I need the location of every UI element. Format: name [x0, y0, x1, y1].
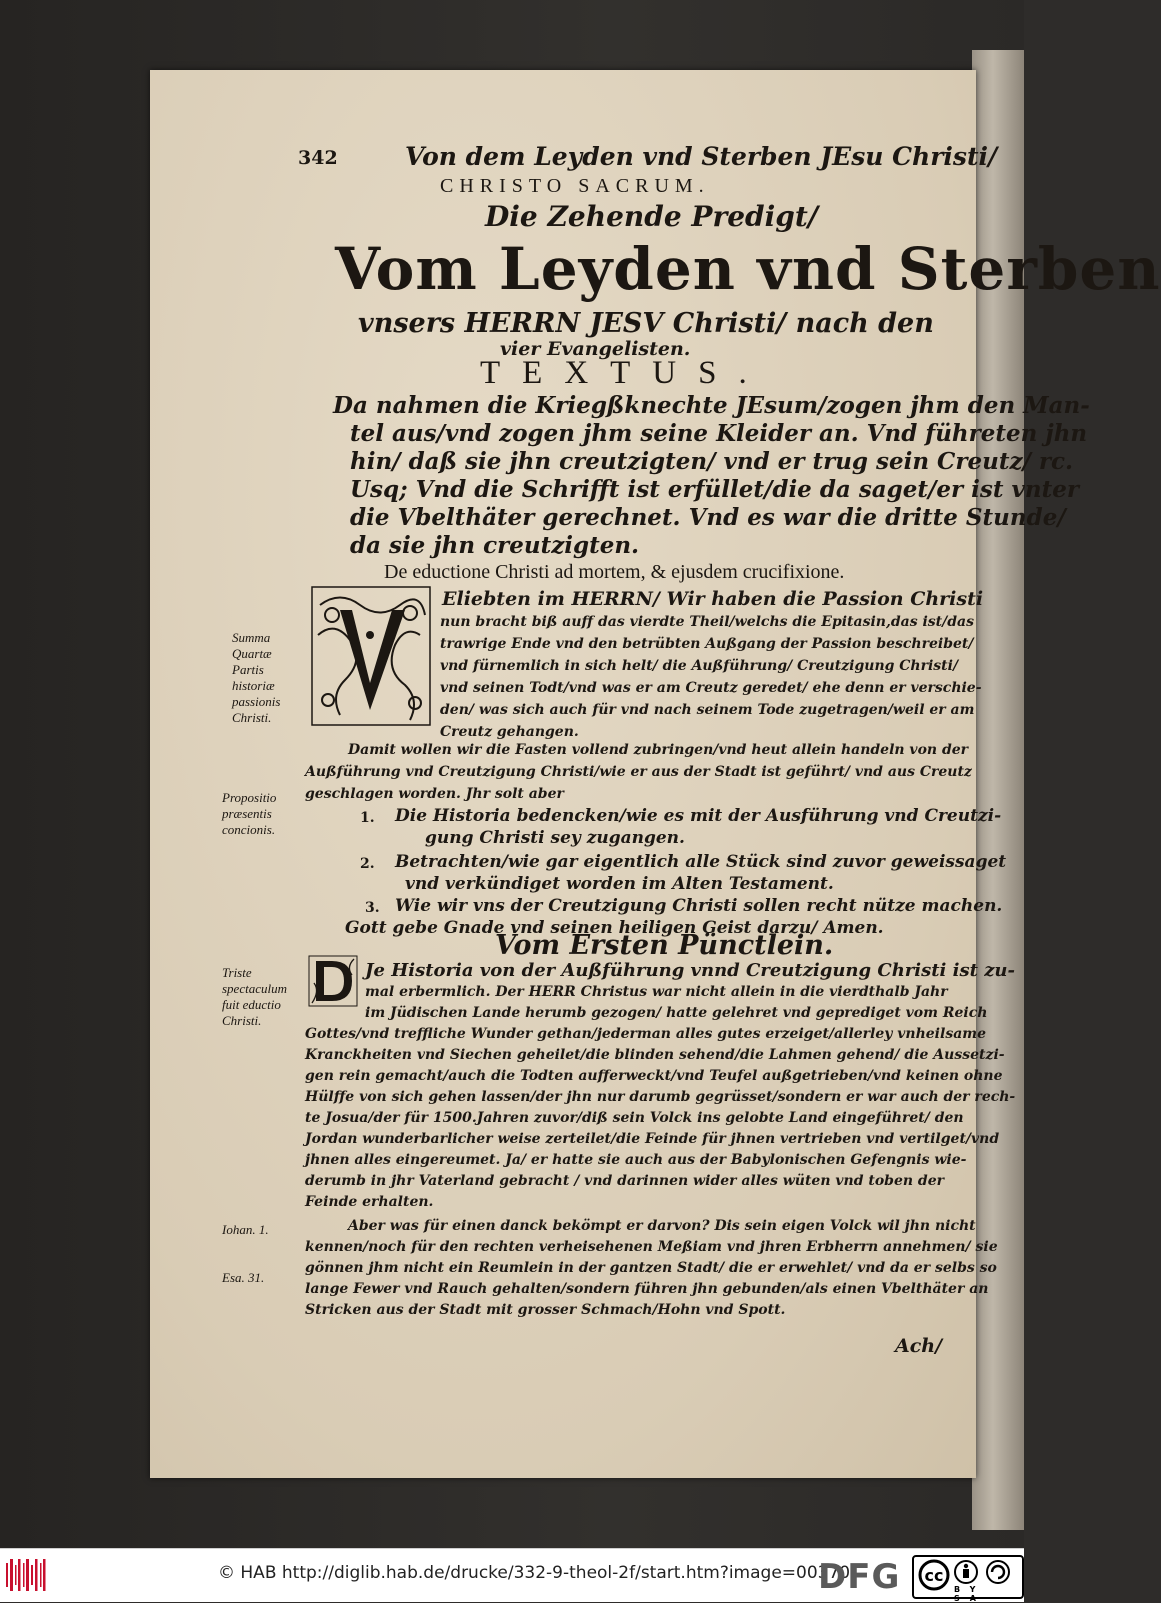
intro-line: nun bracht biß auff das vierdte Theil/welchs die Epitasin,das ist/das [440, 614, 974, 630]
source-url[interactable]: © HAB http://diglib.hab.de/drucke/332-9-theol-2f/start.htm?image=00370 [218, 1563, 851, 1583]
aber-line: gönnen jhm nicht ein Reumlein in der gantzen Stadt/ die er erwehlet/ vnd da er selbs so [305, 1260, 997, 1276]
cc-license-badge[interactable] [912, 1555, 1024, 1603]
point-line: Die Historia bedencken/wie es mit der Ausführung vnd Creutzi- [395, 806, 1002, 826]
margin-note-summa: Summa Quartæ Partis historiæ passionis Christi. [232, 630, 281, 725]
aber-line: Aber was für einen danck bekömpt er darvon? Dis sein eigen Volck wil jhn nicht [348, 1218, 976, 1234]
margin-note-johan: Iohan. 1. [222, 1222, 269, 1237]
subtitle-line-1: vnsers HERRN JESV Christi/ nach den [358, 308, 934, 339]
section-line: Je Historia von der Außführung vnnd Creutzigung Christi ist zu- [365, 960, 1015, 981]
section-line: Gottes/vnd treffliche Wunder gethan/jederman alles gutes erzeiget/allerley vnheilsame [305, 1026, 986, 1042]
intro-line: Creutz gehangen. [440, 724, 579, 740]
intro-line: den/ was sich auch für vnd nach seinem Tode zugetragen/weil er am [440, 702, 975, 718]
point-number: 3. [365, 900, 380, 916]
text-line: die Vbelthäter gerechnet. Vnd es war die dritte Stunde/ [350, 504, 1066, 531]
section-line: Feinde erhalten. [305, 1194, 434, 1210]
text-line: Usq; Vnd die Schrifft ist erfüllet/die da saget/er ist vnter [350, 476, 1079, 503]
page-number: 342 [298, 147, 338, 169]
intro-line: vnd seinen Todt/vnd was er am Creutz geredet/ ehe denn er verschie- [440, 680, 982, 696]
point-line: vnd verkündiget worden im Alten Testament. [405, 874, 834, 894]
textus-heading: TEXTUS. [480, 355, 769, 391]
section-line: Jordan wunderbarlicher weise zerteilet/die Feinde für jhnen vertrieben vnd vertilget/vnd [305, 1131, 1000, 1147]
section-heading: Vom Ersten Pünctlein. [495, 930, 834, 961]
page-content [150, 70, 1161, 1478]
margin-note-propositio: Propositio præsentis concionis. [222, 790, 277, 837]
intro-line: trawrige Ende vnd den betrübten Außgang der Passion beschreibet/ [440, 636, 974, 652]
running-head: Von dem Leyden vnd Sterben JEsu Christi/ [405, 142, 998, 171]
aber-line: lange Fewer vnd Rauch gehalten/sondern führen jhn gebunden/als einen Vbelthäter an [305, 1281, 989, 1297]
aber-line: kennen/noch für den rechten verheisehenen Meßiam vnd jhren Erbherrn annehmen/ sie [305, 1239, 998, 1255]
section-line: gen rein gemacht/auch die Todten aufferweckt/vnd Teufel außgetrieben/vnd keinen ohne [305, 1068, 1003, 1084]
point-line: gung Christi sey zugangen. [425, 828, 685, 848]
section-line: im Jüdischen Lande herumb gezogen/ hatte gelehret vnd geprediget vom Reich [365, 1005, 988, 1021]
section-line: jhnen alles eingereumet. Ja/ er hatte sie auch aus der Babylonischen Gefengnis wie- [305, 1152, 967, 1168]
christo-sacrum: CHRISTO SACRUM. [440, 175, 710, 197]
barcode-icon [6, 1559, 46, 1591]
footer-bar [0, 1548, 1024, 1602]
text-line: hin/ daß sie jhn creutzigten/ vnd er trug sein Creutz/ rc. [350, 448, 1074, 475]
text-line: tel aus/vnd zogen jhm seine Kleider an. Vnd führeten jhn [350, 420, 1088, 447]
point-number: 2. [360, 856, 375, 872]
ornamental-initial-v [310, 585, 432, 727]
damit-line: Damit wollen wir die Fasten vollend zubringen/vnd heut allein handeln von der [348, 742, 969, 758]
point-number: 1. [360, 810, 375, 826]
section-line: mal erbermlich. Der HERR Christus war nicht allein in die vierdthalb Jahr [365, 984, 948, 1000]
margin-note-esa: Esa. 31. [222, 1270, 265, 1285]
gott-line: Gott gebe Gnade vnd seinen heiligen Geist darzu/ Amen. [345, 918, 884, 938]
point-line: Wie wir vns der Creutzigung Christi sollen recht nütze machen. [395, 896, 1003, 916]
margin-note-triste: Triste spectaculum fuit eductio Christi. [222, 965, 287, 1028]
section-line: te Josua/der für 1500.Jahren zuvor/diß sein Volck ins gelobte Land eingeführet/ den [305, 1110, 964, 1126]
main-title: Vom Leyden vnd Sterben [335, 235, 1161, 303]
eductio-heading: De eductione Christi ad mortem, & ejusdem crucifixione. [384, 561, 845, 583]
book-page [150, 70, 1161, 1478]
intro-line: vnd fürnemlich in sich helt/ die Außführung/ Creutzigung Christi/ [440, 658, 959, 674]
damit-line: Außführung vnd Creutzigung Christi/wie er aus der Stadt ist geführt/ vnd aus Creutz [305, 764, 972, 780]
section-line: Hülffe von sich gehen lassen/der jhn nur darumb gegrüsset/sondern er war auch der rech- [305, 1089, 1016, 1105]
text-line: da sie jhn creutzigten. [350, 532, 640, 559]
subtitle-line-2: vier Evangelisten. [500, 338, 691, 360]
section-line: derumb in jhr Vaterland gebracht / vnd darinnen wider alles wüten vnd toben der [305, 1173, 944, 1189]
sermon-label: Die Zehende Predigt/ [485, 200, 818, 233]
text-line: Da nahmen die Kriegßknechte JEsum/zogen jhm den Man- [333, 392, 1090, 419]
aber-line: Stricken aus der Stadt mit grosser Schmach/Hohn vnd Spott. [305, 1302, 786, 1318]
intro-line: Eliebten im HERRN/ Wir haben die Passion Christi [442, 588, 984, 610]
section-line: Kranckheiten vnd Siechen geheilet/die blinden sehend/die Lahmen gehend/ die Aussetzi- [305, 1047, 1005, 1063]
damit-line: geschlagen worden. Jhr solt aber [305, 786, 564, 802]
dfg-logo: DFG [818, 1557, 901, 1597]
svg-text:cc: cc [924, 1566, 944, 1585]
ornamental-initial-d [308, 955, 358, 1007]
catchword: Ach/ [895, 1335, 943, 1357]
point-line: Betrachten/wie gar eigentlich alle Stück sind zuvor geweissaget [395, 852, 1007, 872]
license-label: BY SA [954, 1585, 986, 1603]
